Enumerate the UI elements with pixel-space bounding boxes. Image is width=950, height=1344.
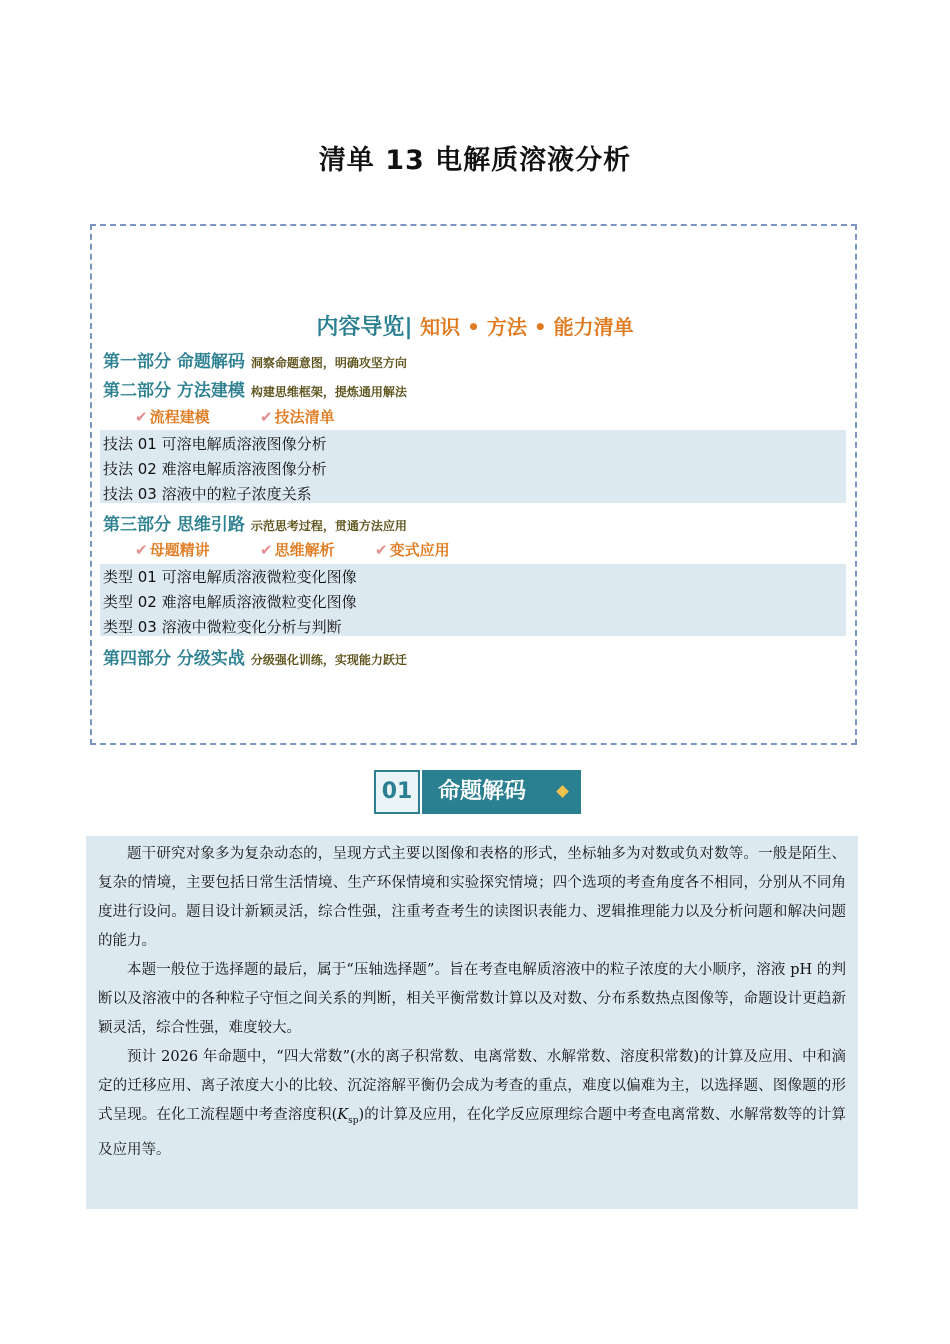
part-title: 第一部分 命题解码: [103, 352, 245, 372]
tag-mother-problem: ✔ 母题精讲: [135, 541, 210, 559]
paragraph-2: 本题一般位于选择题的最后，属于“压轴选择题”。旨在考查电解质溶液中的粒子浓度的大小顺序，溶液 pH 的判断以及溶液中的各种粒子守恒之间关系的判断，相关平衡常数计算以及对数、分布系数热点图像等，命题设计更趋新颖灵活，综合性强，难度较大。: [98, 962, 846, 1036]
paragraph-3: 预计 2026 年命题中，“四大常数”(水的离子积常数、电离常数、水解常数、溶度积常数)的计算及应用、中和滴定的迁移应用、离子浓度大小的比较、沉淀溶解平衡仍会成为考查的重点，难度以偏难为主，以选择题、图像题的形式呈现。在化工流程题中考查溶度积$(K_{sp})$的计算及应用，在化学反应原理综合题中考查电离常数、水解常数等的计算及应用等。: [98, 1049, 847, 1158]
part-desc: 构建思维框架，提炼通用解法: [250, 385, 407, 399]
overview-heading: [0, 310, 950, 341]
tag-process-model: ✔ 流程建模: [135, 408, 210, 426]
part-title: 第三部分 思维引路: [103, 515, 245, 535]
part-3: [103, 510, 407, 535]
paragraph-1: 题干研究对象多为复杂动态的，呈现方式主要以图像和表格的形式，坐标轴多为对数或负对数等。一般是陌生、复杂的情境，主要包括日常生活情境、生产环保情境和实验探究情境；四个选项的考查角度各不相同，分别从不同角度进行设问。题目设计新颖灵活，综合性强，注重考查考生的读图识表能力、逻辑推理能力以及分析问题和解决问题的能力。: [98, 846, 846, 949]
part-2: [103, 376, 407, 401]
part-title: 第四部分 分级实战: [103, 649, 245, 669]
section-label: 命题解码: [422, 770, 581, 814]
overview-heading-bar: |: [404, 315, 413, 340]
part-1: [103, 347, 407, 372]
check-icon: ✔: [260, 408, 273, 426]
part-desc: 示范思考过程，贯通方法应用: [250, 519, 407, 533]
method-item-03: 技法 03 溶液中的粒子浓度关系: [103, 485, 312, 503]
tag-variant-application: ✔ 变式应用: [375, 541, 450, 559]
tag-method-list: ✔ 技法清单: [260, 408, 335, 426]
check-icon: ✔: [375, 541, 388, 559]
method-item-02: 技法 02 难溶电解质溶液图像分析: [103, 460, 327, 478]
method-item-01: 技法 01 可溶电解质溶液图像分析: [103, 435, 327, 453]
check-icon: ✔: [135, 408, 148, 426]
check-icon: ✔: [135, 541, 148, 559]
part-desc: 洞察命题意图，明确攻坚方向: [250, 356, 407, 370]
type-item-02: 类型 02 难溶电解质溶液微粒变化图像: [103, 593, 357, 611]
section-badge: [374, 770, 581, 814]
part-desc: 分级强化训练，实现能力跃迁: [250, 653, 407, 667]
tag-thinking-analysis: ✔ 思维解析: [260, 541, 335, 559]
check-icon: ✔: [260, 541, 273, 559]
part-title: 第二部分 方法建模: [103, 381, 245, 401]
overview-heading-sub: 知识 • 方法 • 能力清单: [420, 315, 634, 339]
section-number: 01: [374, 770, 420, 814]
page-title: 清单 13 电解质溶液分析: [318, 145, 632, 176]
type-item-01: 类型 01 可溶电解质溶液微粒变化图像: [103, 568, 357, 586]
overview-heading-main: 内容导览: [316, 315, 405, 340]
type-item-03: 类型 03 溶液中微粒变化分析与判断: [103, 618, 342, 636]
part-4: [103, 644, 407, 669]
ksp-subscript: sp: [348, 1115, 359, 1126]
ksp-symbol: K: [337, 1107, 349, 1123]
